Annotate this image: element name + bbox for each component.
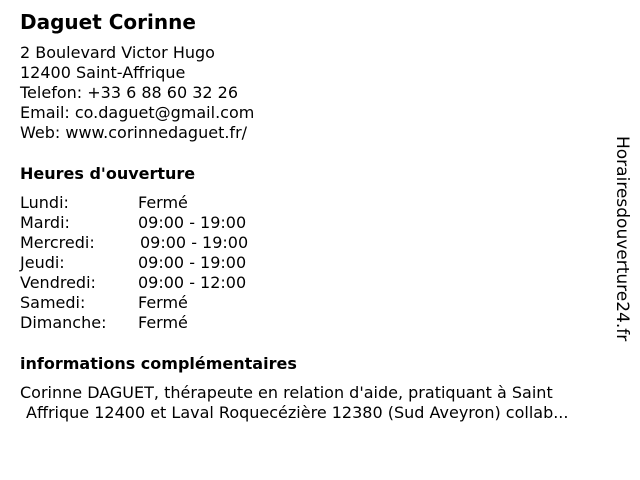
info-line: Corinne DAGUET, thérapeute en relation d'aide, pratiquant à Saint (20, 383, 553, 402)
hours-row-sunday (20, 313, 280, 333)
site-watermark: Horairesdouverture24.fr (612, 136, 632, 342)
website-address: Web: www.corinnedaguet.fr/ (20, 123, 248, 142)
hours-row-wednesday (20, 233, 280, 253)
info-line: Affrique 12400 et Laval Roquecézière 12380 (Sud Aveyron) collab... (26, 403, 569, 422)
hours-value: Fermé (138, 193, 188, 212)
opening-hours-table (20, 193, 280, 333)
hours-row-monday (20, 193, 280, 213)
email-address: Email: co.daguet@gmail.com (20, 103, 255, 122)
day-label: Samedi: (20, 293, 86, 312)
additional-info-text (20, 383, 620, 423)
hours-value: 09:00 - 19:00 (138, 213, 247, 232)
day-label: Mercredi: (20, 233, 95, 252)
hours-value: 09:00 - 19:00 (138, 253, 247, 272)
hours-row-saturday (20, 293, 280, 313)
phone-number: Telefon: +33 6 88 60 32 26 (20, 83, 239, 102)
address-city: 12400 Saint-Affrique (20, 63, 186, 82)
hours-value: 09:00 - 12:00 (138, 273, 247, 292)
day-label: Dimanche: (20, 313, 107, 332)
additional-info-heading: informations complémentaires (20, 354, 297, 373)
hours-value: 09:00 - 19:00 (140, 233, 249, 252)
hours-value: Fermé (138, 293, 188, 312)
business-name: Daguet Corinne (20, 10, 196, 34)
hours-row-thursday (20, 253, 280, 273)
address-street: 2 Boulevard Victor Hugo (20, 43, 215, 62)
day-label: Vendredi: (20, 273, 96, 292)
day-label: Jeudi: (20, 253, 65, 272)
hours-value: Fermé (138, 313, 188, 332)
hours-row-friday (20, 273, 280, 293)
opening-hours-heading: Heures d'ouverture (20, 164, 196, 183)
day-label: Lundi: (20, 193, 69, 212)
hours-row-tuesday (20, 213, 280, 233)
day-label: Mardi: (20, 213, 70, 232)
contact-block (20, 43, 254, 143)
